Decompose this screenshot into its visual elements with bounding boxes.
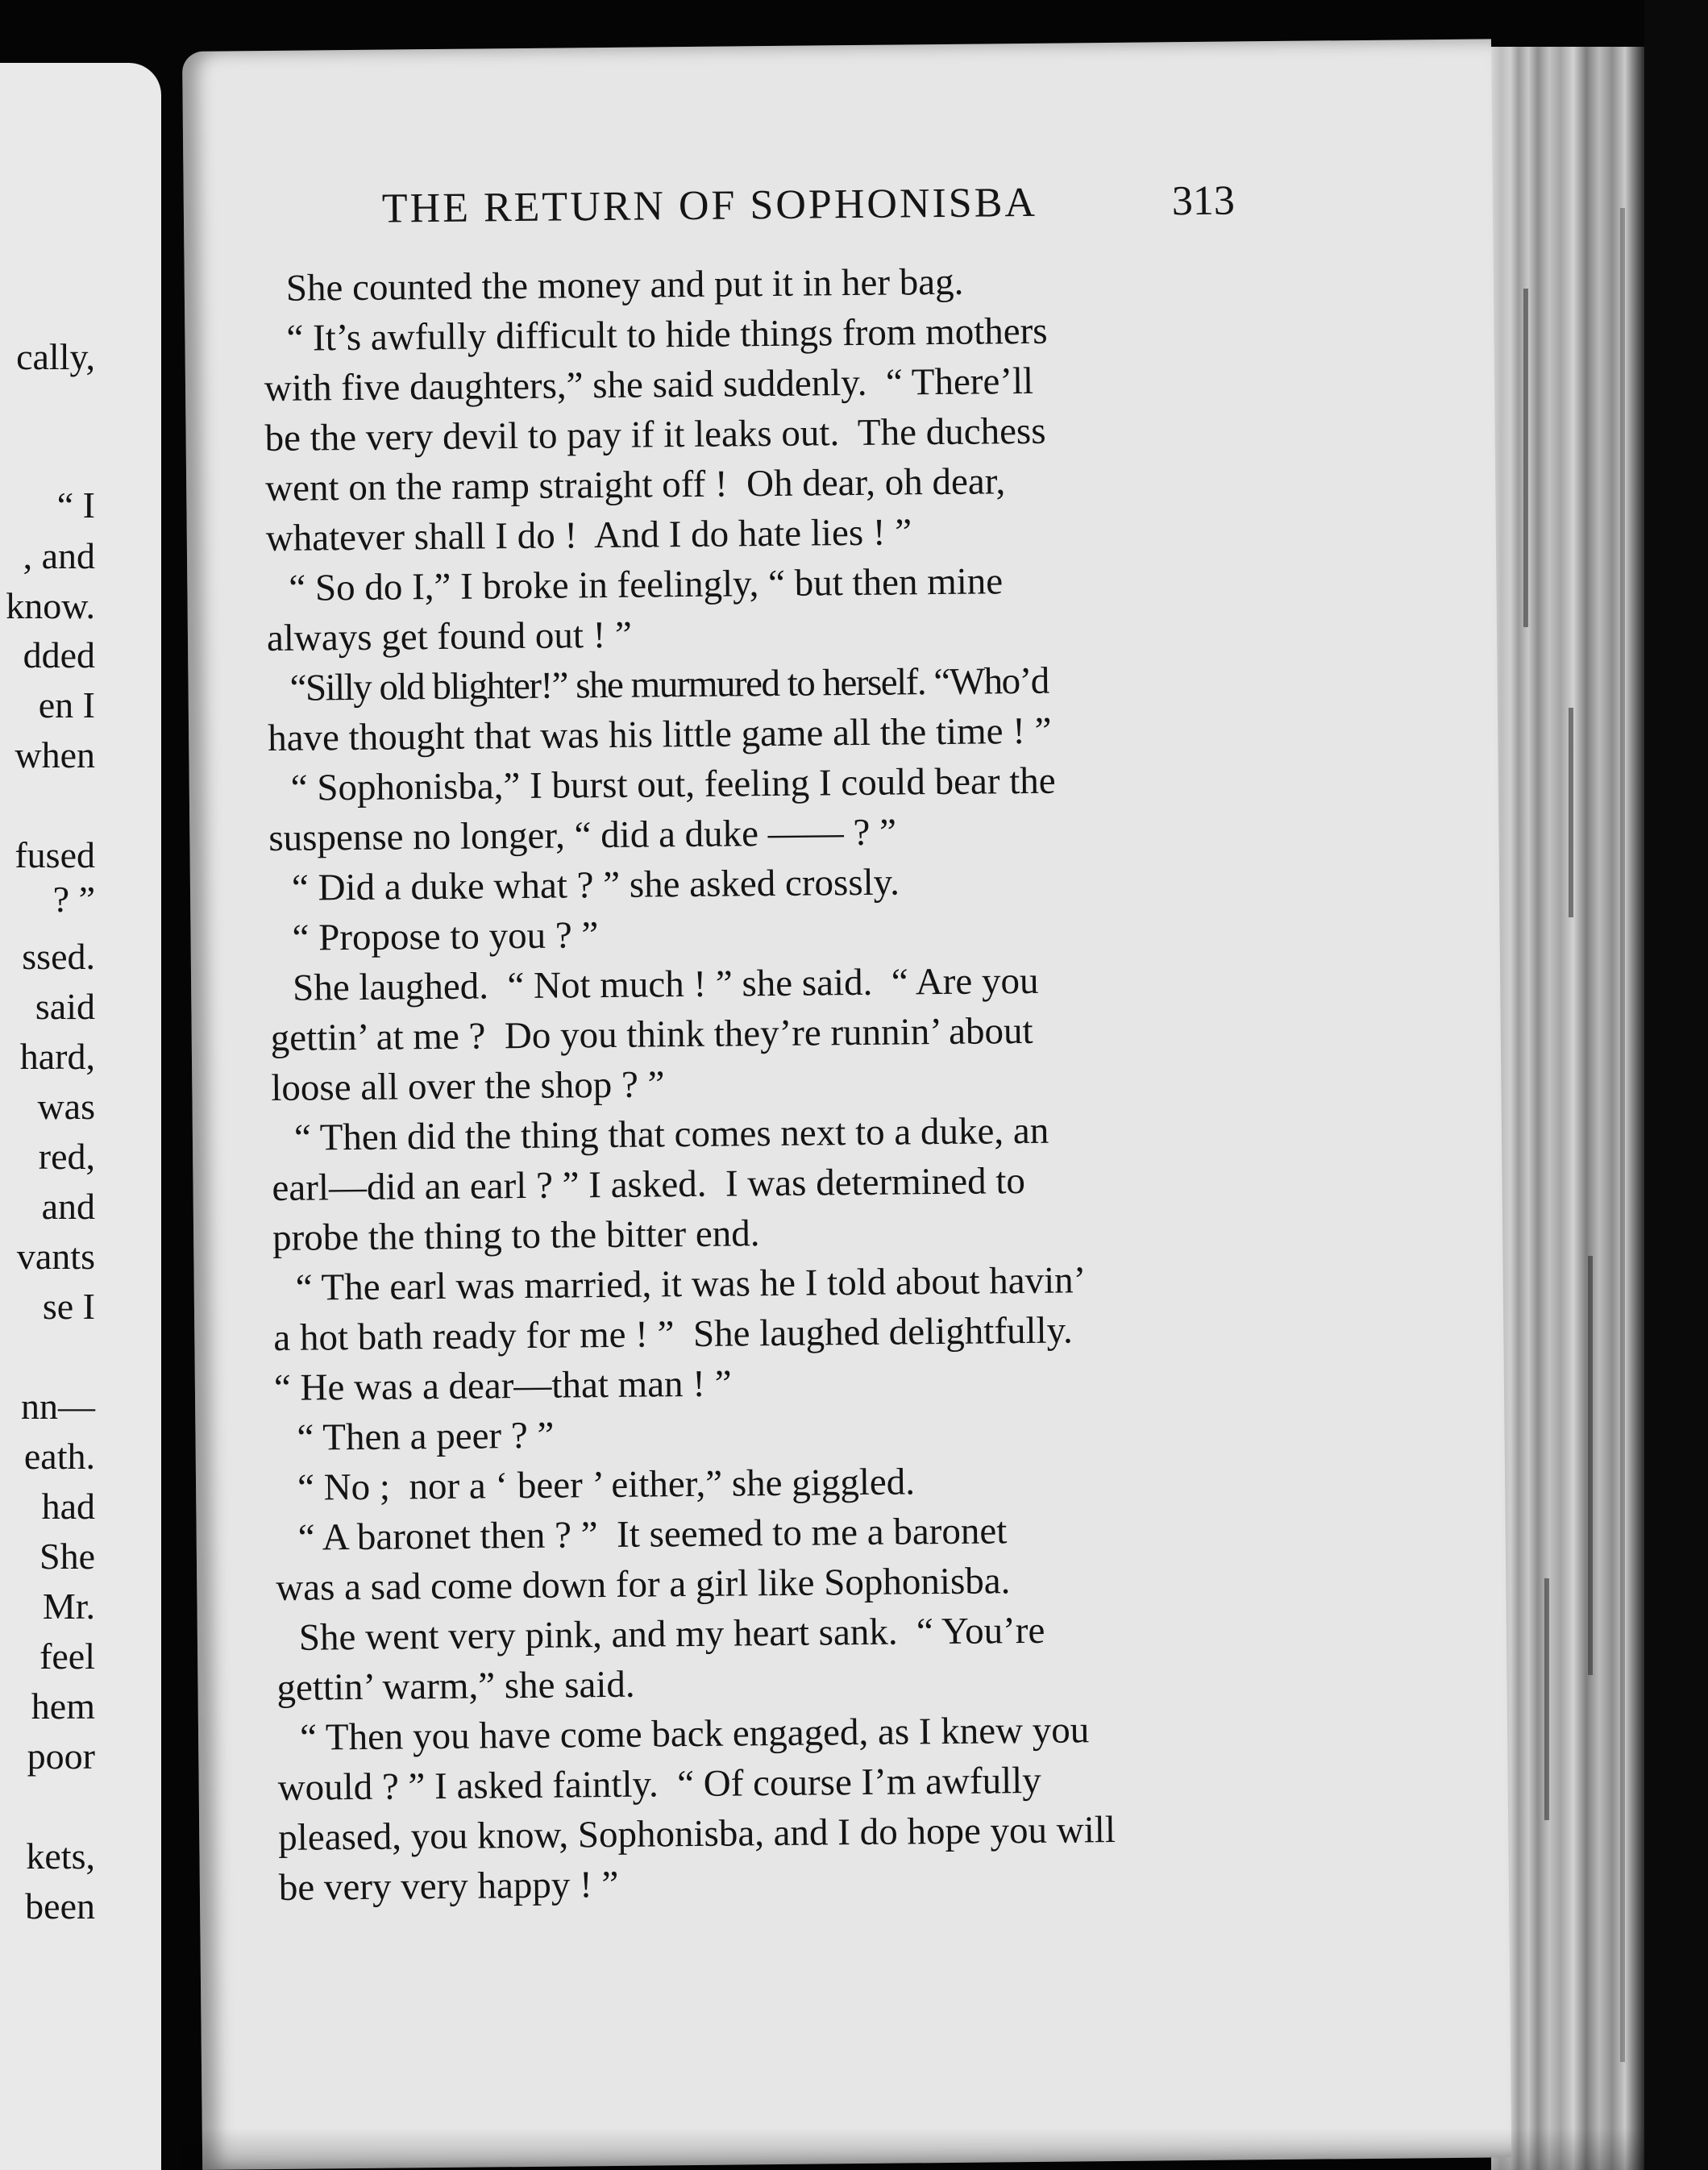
- page-number: 313: [1171, 177, 1236, 225]
- text-line: She counted the money and put it in her bag.: [285, 260, 964, 310]
- text-line: She went very pink, and my heart sank. “ You’re: [298, 1609, 1045, 1659]
- left-page-fragment: know.: [6, 585, 95, 626]
- text-line: a hot bath ready for me ! ” She laughed delightfully.: [273, 1309, 1074, 1359]
- text-line: “ Then did the thing that comes next to a duke, an: [293, 1109, 1049, 1159]
- text-line: have thought that was his little game all the time ! ”: [267, 709, 1052, 760]
- text-line: “ A baronet then ? ” It seemed to me a baronet: [297, 1510, 1008, 1559]
- text-line: “ Sophonisba,” I burst out, feeling I could bear the: [290, 759, 1056, 809]
- text-line: “ The earl was married, it was he I told about havin’: [295, 1259, 1087, 1309]
- text-line: gettin’ warm,” she said.: [276, 1663, 635, 1709]
- left-page-fragment: “ I: [56, 484, 95, 526]
- left-page-fragment: hard,: [19, 1036, 95, 1077]
- body-text: [182, 39, 1511, 2169]
- text-line: pleased, you know, Sophonisba, and I do hope you will: [278, 1808, 1116, 1859]
- text-line: “ So do I,” I broke in feelingly, “ but then mine: [289, 560, 1004, 609]
- text-line: “ Then you have come back engaged, as I knew you: [299, 1709, 1090, 1759]
- scan-background: [1644, 0, 1708, 2170]
- text-line: went on the ramp straight off ! Oh dear, oh dear,: [264, 460, 1006, 510]
- left-page-fragment: had: [41, 1486, 95, 1527]
- left-page-fragment: ? ”: [52, 879, 95, 920]
- page-bottom-shadow: [182, 2128, 1644, 2170]
- text-line: loose all over the shop ? ”: [271, 1063, 665, 1109]
- text-line: suspense no longer, “ did a duke —— ? ”: [268, 811, 897, 860]
- left-page-fragment: eath.: [23, 1436, 95, 1477]
- left-page-fragment: was: [37, 1086, 95, 1127]
- text-line: earl—did an earl ? ” I asked. I was determined to: [272, 1160, 1026, 1209]
- text-line: would ? ” I asked faintly. “ Of course I’m awfully: [277, 1759, 1041, 1809]
- text-line: “ No ; nor a ‘ beer ’ either,” she giggled.: [297, 1461, 916, 1509]
- text-line: be the very devil to pay if it leaks out. The duchess: [264, 409, 1046, 460]
- book-gutter: [161, 0, 184, 2170]
- text-line: whatever shall I do ! And I do hate lies ! ”: [265, 511, 912, 560]
- left-page-fragment: dded: [23, 634, 95, 676]
- page-edges: [1491, 47, 1644, 2170]
- left-page-fragment: when: [15, 734, 95, 775]
- text-line: She laughed. “ Not much ! ” she said. “ Are you: [292, 959, 1039, 1009]
- left-page-fragment: cally,: [16, 336, 95, 377]
- text-line: “ Propose to you ? ”: [292, 914, 599, 959]
- left-page-fragment: Mr.: [42, 1586, 95, 1627]
- text-line: gettin’ at me ? Do you think they’re runnin’ about: [270, 1009, 1033, 1060]
- text-line: be very very happy ! ”: [278, 1863, 619, 1909]
- left-page-fragment: and: [41, 1186, 95, 1227]
- text-line: with five daughters,” she said suddenly. “ There’ll: [264, 360, 1034, 410]
- left-page-fragment: She: [39, 1536, 95, 1577]
- left-page-fragment: red,: [38, 1136, 95, 1177]
- text-line: “ He was a dear—that man ! ”: [273, 1362, 732, 1409]
- left-page-fragment: nn—: [21, 1386, 95, 1427]
- running-head: THE RETURN OF SOPHONISBA: [381, 179, 1038, 232]
- text-line: always get found out ! ”: [266, 613, 633, 660]
- left-page-fragment: fused: [15, 834, 95, 875]
- left-page-fragment: vants: [16, 1236, 95, 1277]
- left-page-fragment: , and: [23, 535, 95, 576]
- text-line: “Silly old blighter!” she murmured to herself. “Who’d: [289, 659, 1049, 709]
- text-line: “ Did a duke what ? ” she asked crossly.: [291, 861, 900, 909]
- main-page: [182, 39, 1511, 2169]
- left-page-fragment: hem: [31, 1686, 95, 1727]
- left-page-fragment: se I: [42, 1286, 95, 1327]
- left-page-fragment: been: [25, 1885, 95, 1927]
- text-line: “ Then a peer ? ”: [297, 1414, 555, 1459]
- left-page-fragment: feel: [39, 1636, 95, 1677]
- text-line: was a sad come down for a girl like Sophonisba.: [276, 1560, 1011, 1609]
- left-page-fragment: kets,: [26, 1835, 95, 1877]
- left-page-fragment: ssed.: [22, 936, 95, 977]
- left-page-fragment: said: [35, 986, 95, 1027]
- left-facing-page: [0, 63, 161, 2170]
- left-page-fragment: en I: [38, 684, 95, 725]
- left-page-fragment: poor: [27, 1736, 95, 1777]
- text-line: probe the thing to the bitter end.: [272, 1212, 760, 1259]
- text-line: “ It’s awfully difficult to hide things from mothers: [286, 310, 1048, 360]
